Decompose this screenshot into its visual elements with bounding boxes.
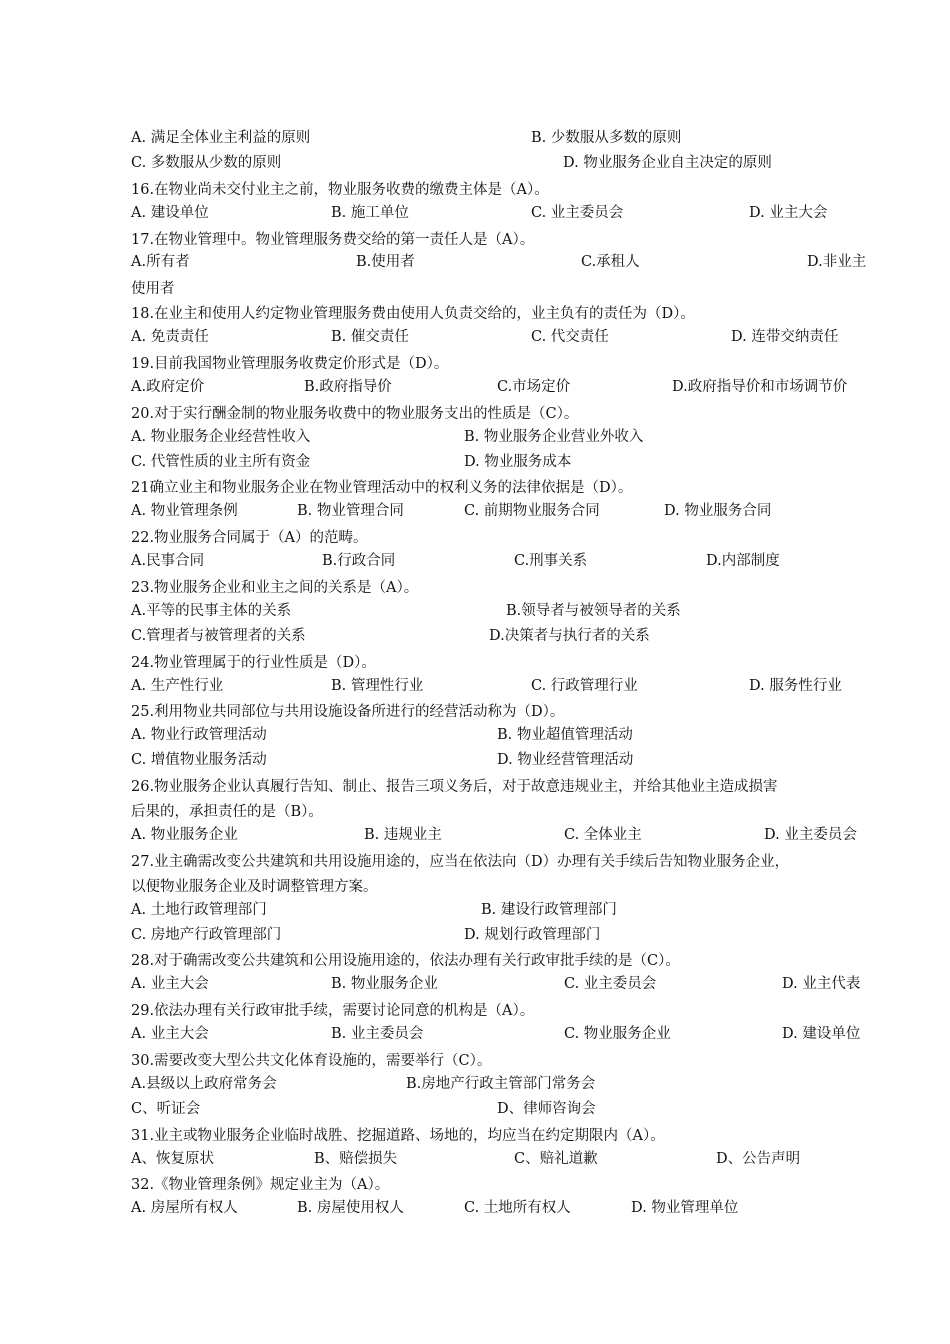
- option-item: B.使用者: [356, 254, 415, 271]
- option-item: B. 房屋使用权人: [297, 1200, 404, 1217]
- option-item: C. 代交责任: [531, 329, 609, 346]
- option-item: B. 业主委员会: [331, 1026, 424, 1043]
- question-stem: 21确立业主和物业服务企业在物业管理活动中的权利义务的法律依据是（D）。: [131, 480, 633, 497]
- question-stem: 19.目前我国物业管理服务收费定价形式是（D）。: [131, 355, 449, 372]
- question-text: [131, 1122, 876, 1147]
- option-item: A. 房屋所有权人: [131, 1200, 238, 1217]
- question-text: [131, 524, 876, 549]
- option-item: D. 业主大会: [749, 204, 828, 221]
- option-item: A.民事合同: [131, 553, 205, 570]
- option-item: A. 物业管理条例: [131, 503, 238, 520]
- question-stem: 22.物业服务合同属于（A）的范畴。: [131, 530, 368, 547]
- option-item: B. 建设行政管理部门: [481, 901, 617, 918]
- options-row: [131, 250, 876, 275]
- question-text: [131, 698, 876, 723]
- options-row: [131, 823, 876, 848]
- option-item: C. 前期物业服务合同: [464, 503, 600, 520]
- option-item: C. 房地产行政管理部门: [131, 926, 282, 943]
- option-item: C.刑事关系: [514, 553, 588, 570]
- option-item: A、恢复原状: [131, 1150, 214, 1167]
- question-text: [131, 873, 876, 898]
- option-item: A.所有者: [131, 254, 190, 271]
- options-row: [131, 549, 876, 574]
- option-item: D. 建设单位: [782, 1026, 861, 1043]
- option-item: B.领导者与被领导者的关系: [506, 602, 681, 619]
- options-row: [131, 499, 876, 524]
- question-stem: 23.物业服务企业和业主之间的关系是（A）。: [131, 579, 419, 596]
- option-item: A.县级以上政府常务会: [131, 1075, 277, 1092]
- option-item: B. 管理性行业: [331, 677, 424, 694]
- option-item: B. 物业服务企业: [331, 976, 438, 993]
- option-item: D.内部制度: [706, 553, 780, 570]
- option-item: D. 物业管理单位: [631, 1200, 739, 1217]
- option-item: C.承租人: [581, 254, 640, 271]
- question-stem: 25.利用物业共同部位与共用设施设备所进行的经营活动称为（D）。: [131, 704, 565, 721]
- question-text: [131, 574, 876, 599]
- option-item: B. 物业服务企业营业外收入: [464, 428, 644, 445]
- option-item: B. 少数服从多数的原则: [531, 130, 682, 146]
- question-text: [131, 300, 876, 325]
- option-item: C. 业主委员会: [564, 976, 657, 993]
- question-text: [131, 997, 876, 1022]
- option-item: D. 物业服务合同: [664, 503, 772, 520]
- option-item: A. 物业行政管理活动: [131, 727, 267, 744]
- option-item: D.政府指导价和市场调节价: [672, 378, 848, 395]
- options-row: [131, 1097, 876, 1122]
- option-item: D. 连带交纳责任: [731, 329, 839, 346]
- option-item: C. 土地所有权人: [464, 1200, 571, 1217]
- option-item: C.市场定价: [497, 378, 571, 395]
- option-item: C. 代管性质的业主所有资金: [131, 453, 311, 470]
- question-stem: 29.依法办理有关行政审批手续，需要讨论同意的机构是（A）。: [131, 1003, 535, 1020]
- option-item: A. 生产性行业: [131, 677, 224, 694]
- document-page: [131, 126, 876, 1221]
- options-row: [131, 898, 876, 923]
- options-row: [131, 450, 876, 475]
- question-text: [131, 226, 876, 251]
- option-item: C. 行政管理行业: [531, 677, 638, 694]
- question-text: [131, 773, 876, 798]
- option-item: B.房地产行政主管部门常务会: [406, 1075, 596, 1092]
- option-item: D. 业主代表: [782, 976, 861, 993]
- question-stem: 16.在物业尚未交付业主之前，物业服务收费的缴费主体是（A）。: [131, 181, 549, 198]
- options-row: [131, 1072, 876, 1097]
- option-item: C. 增值物业服务活动: [131, 752, 267, 769]
- options-row: [131, 923, 876, 948]
- option-item: A. 业主大会: [131, 1026, 209, 1043]
- option-item: C.管理者与被管理者的关系: [131, 627, 306, 644]
- option-item: A. 土地行政管理部门: [131, 901, 267, 918]
- question-text: [131, 1171, 876, 1196]
- question-stem: 以便物业服务企业及时调整管理方案。: [131, 878, 378, 895]
- option-item: A.政府定价: [131, 378, 205, 395]
- option-item: D. 物业经营管理活动: [497, 752, 634, 769]
- option-item: A. 物业服务企业: [131, 826, 238, 843]
- option-item: B. 物业管理合同: [297, 503, 404, 520]
- option-item: D.决策者与执行者的关系: [489, 627, 650, 644]
- option-item: A. 物业服务企业经营性收入: [131, 428, 311, 445]
- options-row: [131, 1147, 876, 1172]
- option-item: C、听证会: [131, 1100, 201, 1117]
- option-item: B. 物业超值管理活动: [497, 727, 633, 744]
- question-text: [131, 649, 876, 674]
- question-text: [131, 848, 876, 873]
- question-text: [131, 798, 876, 823]
- option-item: D、公告声明: [716, 1150, 801, 1167]
- option-item: B.行政合同: [322, 553, 396, 570]
- options-row: [131, 126, 876, 151]
- question-text: [131, 400, 876, 425]
- question-stem: 使用者: [131, 281, 175, 298]
- options-row: [131, 325, 876, 350]
- option-item: C. 物业服务企业: [564, 1026, 671, 1043]
- options-row: [131, 151, 876, 176]
- question-stem: 20.对于实行酬金制的物业服务收费中的物业服务支出的性质是（C）。: [131, 405, 579, 422]
- options-row: [131, 1022, 876, 1047]
- option-item: B、赔偿损失: [314, 1150, 398, 1167]
- option-item: B. 施工单位: [331, 204, 409, 221]
- options-row: [131, 201, 876, 226]
- question-text: [131, 350, 876, 375]
- question-stem: 31.业主或物业服务企业临时战胜、挖掘道路、场地的，均应当在约定期限内（A）。: [131, 1127, 665, 1144]
- question-stem: 18.在业主和使用人约定物业管理服务费由使用人负责交给的，业主负有的责任为（D）。: [131, 306, 695, 323]
- option-item: A. 业主大会: [131, 976, 209, 993]
- question-stem: 26.物业服务企业认真履行告知、制止、报告三项义务后，对于故意违规业主，并给其他业主造成损害: [131, 779, 778, 796]
- options-row: [131, 599, 876, 624]
- option-item: C. 业主委员会: [531, 204, 624, 221]
- option-item: A.平等的民事主体的关系: [131, 602, 292, 619]
- option-item: B. 违规业主: [364, 826, 442, 843]
- option-item: D. 业主委员会: [764, 826, 857, 843]
- question-text: [131, 176, 876, 201]
- option-item: D、律师咨询会: [497, 1100, 596, 1117]
- options-row: [131, 375, 876, 400]
- option-item: C. 全体业主: [564, 826, 642, 843]
- option-item: D. 服务性行业: [749, 677, 842, 694]
- options-row: [131, 624, 876, 649]
- option-item: A. 建设单位: [131, 204, 209, 221]
- options-row: [131, 723, 876, 748]
- options-row: [131, 972, 876, 997]
- option-item: B.政府指导价: [304, 378, 392, 395]
- options-row: [131, 1196, 876, 1221]
- options-row: [131, 425, 876, 450]
- options-row: [131, 748, 876, 773]
- question-stem: 32.《物业管理条例》规定业主为（A）。: [131, 1177, 390, 1194]
- question-stem: 后果的，承担责任的是（B）。: [131, 803, 323, 820]
- option-item: A. 满足全体业主利益的原则: [131, 130, 311, 146]
- question-text: [131, 1047, 876, 1072]
- option-item: D. 规划行政管理部门: [464, 926, 601, 943]
- options-row: [131, 674, 876, 699]
- option-item: A. 免责责任: [131, 329, 209, 346]
- option-item: D. 物业服务成本: [464, 453, 572, 470]
- question-stem: 28.对于确需改变公共建筑和公用设施用途的，依法办理有关行政审批手续的是（C）。: [131, 953, 680, 970]
- option-item: C. 多数服从少数的原则: [131, 154, 282, 171]
- question-stem: 30.需要改变大型公共文化体育设施的，需要举行（C）。: [131, 1052, 492, 1069]
- question-text: [131, 474, 876, 499]
- question-stem: 17.在物业管理中。物业管理服务费交给的第一责任人是（A）。: [131, 231, 535, 248]
- question-stem: 24.物业管理属于的行业性质是（D）。: [131, 654, 376, 671]
- question-text: [131, 275, 876, 300]
- option-item: D.非业主: [807, 254, 867, 271]
- option-item: C、赔礼道歉: [514, 1150, 598, 1167]
- option-item: D. 物业服务企业自主决定的原则: [563, 154, 772, 171]
- option-item: B. 催交责任: [331, 329, 409, 346]
- question-stem: 27.业主确需改变公共建筑和共用设施用途的，应当在依法向（D）办理有关手续后告知物业服务企业，: [131, 853, 790, 870]
- question-text: [131, 947, 876, 972]
